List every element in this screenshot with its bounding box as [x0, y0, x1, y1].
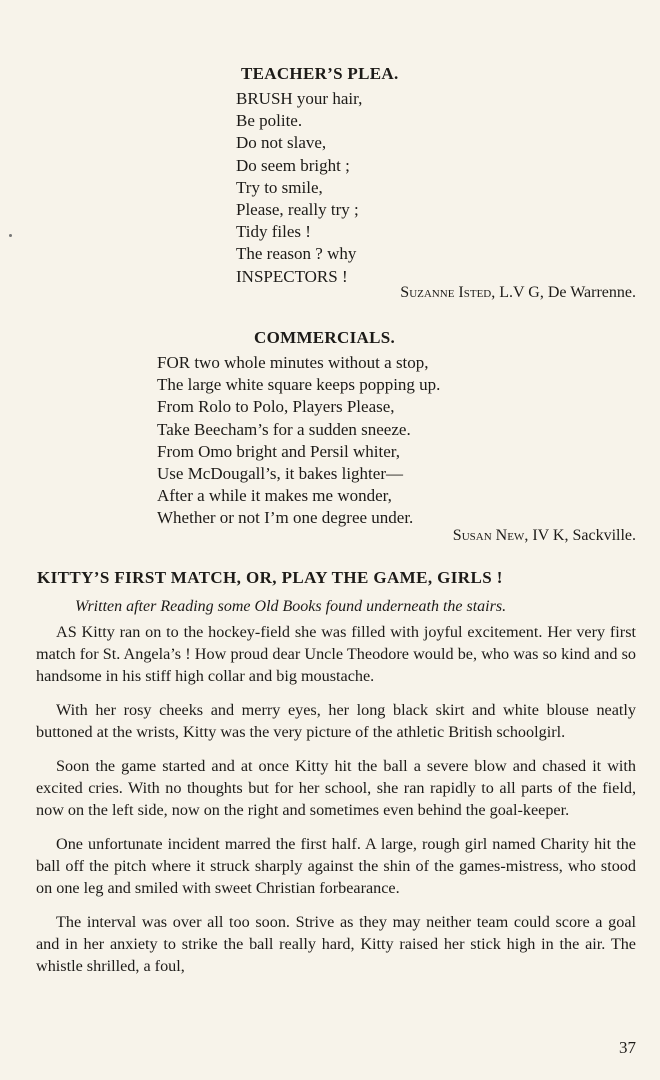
poem-line: Use McDougall’s, it bakes lighter— [157, 464, 403, 484]
poem-line: INSPECTORS ! [236, 266, 348, 286]
poem-line: BRUSH your hair, [236, 89, 363, 108]
poem-line: Take Beecham’s for a sudden sneeze. [157, 419, 411, 439]
author-details: , IV K, Sackville. [524, 527, 636, 544]
story-subtitle: Written after Reading some Old Books found underneath the stairs. [75, 598, 507, 615]
poem-line: After a while it makes me wonder, [157, 486, 392, 506]
poem-line: Tidy files ! [236, 222, 311, 242]
poem-line: Do not slave, [236, 133, 327, 153]
poem-line: Please, really try ; [236, 200, 359, 220]
poem-line: Be polite. [236, 111, 303, 131]
page-number: 37 [619, 1038, 636, 1057]
poem-line: From Rolo to Polo, Players Please, [157, 397, 395, 417]
story-paragraph: With her rosy cheeks and merry eyes, her long black skirt and white blouse neatly buttoned at the wrists, Kitty was the very picture of the athletic British schoolgirl. [36, 701, 636, 741]
poem-line: The reason ? why [236, 244, 357, 264]
poem-title-teachers-plea: TEACHER’S PLEA. [241, 64, 399, 83]
story-paragraph: AS Kitty ran on to the hockey-field she was filled with joyful excitement. Her very first match for St. Angela’s ! How proud dear Uncle Theodore would be, who was so kind and so handsome in his stiff high collar and big moustache. [36, 623, 636, 685]
poem-author-credit [400, 284, 636, 302]
poem-author-credit [453, 527, 636, 545]
story-paragraph: Soon the game started and at once Kitty hit the ball a severe blow and chased it with excited cries. With no thoughts but for her school, she ran rapidly to all parts of the field, now on the left side, now on the right and sometimes even behind the goal-keeper. [36, 757, 636, 819]
poem-title-commercials: COMMERCIALS. [254, 328, 396, 347]
poem-line: From Omo bright and Persil whiter, [157, 441, 400, 461]
author-details: , L.V G, De Warrenne. [491, 284, 636, 301]
story-paragraph: One unfortunate incident marred the first half. A large, rough girl named Charity hit the ball off the pitch where it struck sharply against the shin of the games-mistress, who stood on one leg and smiled with sweet Christian forbearance. [36, 835, 636, 897]
author-name: Suzanne Isted [400, 284, 492, 301]
poem-line: FOR two whole minutes without a stop, [157, 353, 429, 372]
story-title: KITTY’S FIRST MATCH, OR, PLAY THE GAME, GIRLS ! [37, 568, 503, 587]
poem-line: Try to smile, [236, 177, 323, 197]
poem-commercials [157, 352, 440, 530]
poem-line: The large white square keeps popping up. [157, 375, 441, 395]
print-speck [9, 234, 12, 237]
poem-teachers-plea [236, 88, 362, 288]
author-name: Susan New [452, 527, 525, 544]
poem-line: Do seem bright ; [236, 155, 350, 175]
story-body [36, 621, 636, 989]
poem-line: Whether or not I’m one degree under. [157, 508, 414, 528]
story-paragraph: The interval was over all too soon. Strive as they may neither team could score a goal and in her anxiety to strike the ball really hard, Kitty raised her stick high in the air. The whistle shrilled, a foul, [36, 913, 636, 975]
